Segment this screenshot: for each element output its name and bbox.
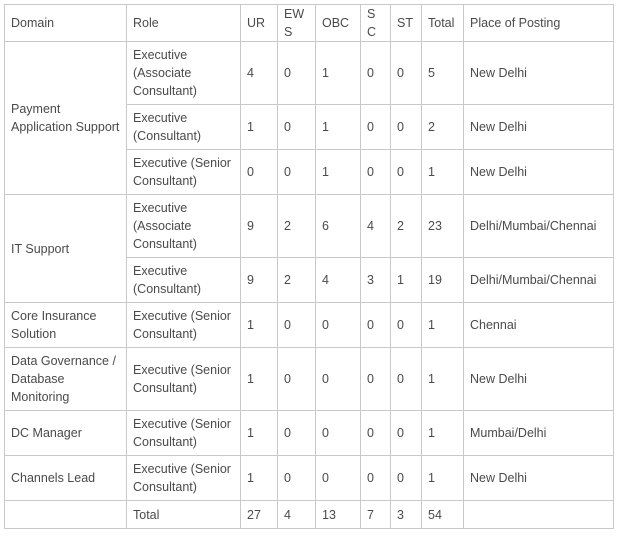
st-cell: 0 xyxy=(391,42,422,105)
ews-cell: 2 xyxy=(278,258,316,303)
role-cell: Executive (Senior Consultant) xyxy=(127,303,241,348)
vacancy-table xyxy=(4,4,614,529)
header-sc: SC xyxy=(361,5,391,42)
header-obc: OBC xyxy=(316,5,361,42)
sc-cell: 4 xyxy=(361,195,391,258)
place-cell: Mumbai/Delhi xyxy=(464,411,614,456)
ur-cell: 1 xyxy=(241,105,278,150)
ur-cell: 4 xyxy=(241,42,278,105)
st-cell: 2 xyxy=(391,195,422,258)
header-ur: UR xyxy=(241,5,278,42)
ur-cell: 9 xyxy=(241,258,278,303)
obc-cell: 0 xyxy=(316,456,361,501)
ur-cell: 1 xyxy=(241,411,278,456)
ews-cell: 0 xyxy=(278,42,316,105)
role-cell: Executive (Senior Consultant) xyxy=(127,348,241,411)
totals-total: 54 xyxy=(422,501,464,529)
totals-sc: 7 xyxy=(361,501,391,529)
totals-label: Total xyxy=(127,501,241,529)
obc-cell: 0 xyxy=(316,411,361,456)
ur-cell: 1 xyxy=(241,303,278,348)
role-cell: Executive (Senior Consultant) xyxy=(127,150,241,195)
table-row xyxy=(5,303,614,348)
obc-cell: 1 xyxy=(316,150,361,195)
sc-cell: 0 xyxy=(361,105,391,150)
totals-empty-cell xyxy=(5,501,127,529)
obc-cell: 4 xyxy=(316,258,361,303)
total-cell: 2 xyxy=(422,105,464,150)
place-cell: Delhi/Mumbai/Chennai xyxy=(464,258,614,303)
st-cell: 0 xyxy=(391,303,422,348)
obc-cell: 6 xyxy=(316,195,361,258)
table-row xyxy=(5,411,614,456)
domain-cell: DC Manager xyxy=(5,411,127,456)
totals-st: 3 xyxy=(391,501,422,529)
ews-cell: 0 xyxy=(278,150,316,195)
ur-cell: 9 xyxy=(241,195,278,258)
totals-place-empty xyxy=(464,501,614,529)
st-cell: 0 xyxy=(391,456,422,501)
header-total: Total xyxy=(422,5,464,42)
place-cell: New Delhi xyxy=(464,348,614,411)
header-role: Role xyxy=(127,5,241,42)
role-cell: Executive (Senior Consultant) xyxy=(127,456,241,501)
total-cell: 1 xyxy=(422,150,464,195)
domain-cell: Channels Lead xyxy=(5,456,127,501)
table-row xyxy=(5,195,614,258)
obc-cell: 0 xyxy=(316,348,361,411)
ews-cell: 0 xyxy=(278,303,316,348)
header-ews: EWS xyxy=(278,5,316,42)
obc-cell: 1 xyxy=(316,42,361,105)
sc-cell: 0 xyxy=(361,456,391,501)
totals-ur: 27 xyxy=(241,501,278,529)
ur-cell: 1 xyxy=(241,456,278,501)
ur-cell: 1 xyxy=(241,348,278,411)
table-row xyxy=(5,456,614,501)
role-cell: Executive (Senior Consultant) xyxy=(127,411,241,456)
st-cell: 0 xyxy=(391,150,422,195)
place-cell: New Delhi xyxy=(464,42,614,105)
ews-cell: 0 xyxy=(278,348,316,411)
table-row xyxy=(5,42,614,105)
st-cell: 1 xyxy=(391,258,422,303)
ews-cell: 0 xyxy=(278,411,316,456)
totals-obc: 13 xyxy=(316,501,361,529)
place-cell: New Delhi xyxy=(464,150,614,195)
table-row xyxy=(5,348,614,411)
header-row xyxy=(5,5,614,42)
total-cell: 1 xyxy=(422,411,464,456)
role-cell: Executive (Consultant) xyxy=(127,105,241,150)
sc-cell: 0 xyxy=(361,42,391,105)
obc-cell: 1 xyxy=(316,105,361,150)
place-cell: New Delhi xyxy=(464,456,614,501)
domain-cell: Core Insurance Solution xyxy=(5,303,127,348)
role-cell: Executive (Associate Consultant) xyxy=(127,42,241,105)
place-cell: New Delhi xyxy=(464,105,614,150)
totals-row xyxy=(5,501,614,529)
total-cell: 1 xyxy=(422,348,464,411)
role-cell: Executive (Consultant) xyxy=(127,258,241,303)
sc-cell: 0 xyxy=(361,411,391,456)
ur-cell: 0 xyxy=(241,150,278,195)
ews-cell: 0 xyxy=(278,456,316,501)
sc-cell: 0 xyxy=(361,303,391,348)
place-cell: Chennai xyxy=(464,303,614,348)
st-cell: 0 xyxy=(391,105,422,150)
total-cell: 1 xyxy=(422,456,464,501)
header-st: ST xyxy=(391,5,422,42)
domain-cell: Payment Application Support xyxy=(5,42,127,195)
total-cell: 5 xyxy=(422,42,464,105)
role-cell: Executive (Associate Consultant) xyxy=(127,195,241,258)
ews-cell: 2 xyxy=(278,195,316,258)
total-cell: 1 xyxy=(422,303,464,348)
domain-cell: IT Support xyxy=(5,195,127,303)
total-cell: 23 xyxy=(422,195,464,258)
sc-cell: 3 xyxy=(361,258,391,303)
domain-cell: Data Governance / Database Monitoring xyxy=(5,348,127,411)
header-domain: Domain xyxy=(5,5,127,42)
place-cell: Delhi/Mumbai/Chennai xyxy=(464,195,614,258)
sc-cell: 0 xyxy=(361,348,391,411)
header-place: Place of Posting xyxy=(464,5,614,42)
obc-cell: 0 xyxy=(316,303,361,348)
totals-ews: 4 xyxy=(278,501,316,529)
ews-cell: 0 xyxy=(278,105,316,150)
sc-cell: 0 xyxy=(361,150,391,195)
total-cell: 19 xyxy=(422,258,464,303)
st-cell: 0 xyxy=(391,411,422,456)
st-cell: 0 xyxy=(391,348,422,411)
